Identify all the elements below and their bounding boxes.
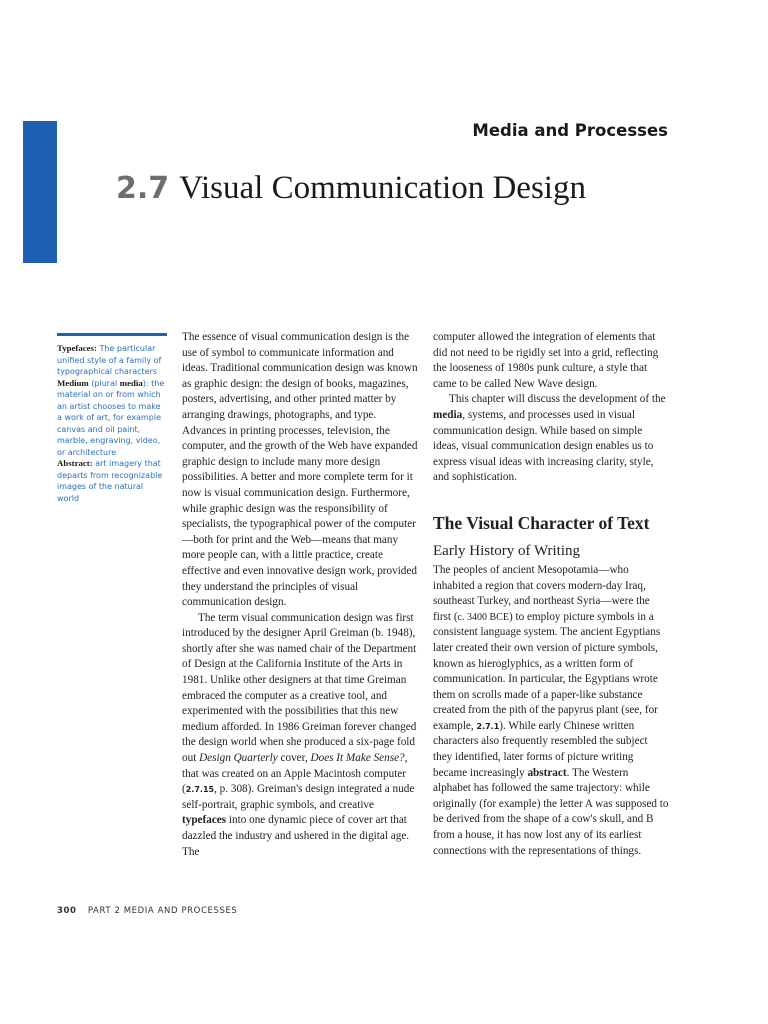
glossary-sidebar [57, 333, 167, 504]
body-column-2 [433, 330, 669, 859]
date-range: c. 3400 BCE [457, 611, 509, 623]
text-run: The term visual communication design was first introduced by the designer April Greiman (b. 1948), shortly after she was named chair of the Department of Design at the California Institute of the Arts in 1981. Unlike other designers at that time Greiman embraced the computer as a creative tool, and experimented with the possibilities that this new medium afforded. In 1986 Greiman forever changed the design world when she produced a six-page fold out [182, 611, 417, 765]
glossary-term: Abstract: [57, 458, 93, 468]
glossary-entry [57, 378, 167, 459]
paragraph: The essence of visual communication design is the use of symbol to communicate information and ideas. Traditional communication design was known as graphic design: the design of books, magazines, posters, advertising, and other printed matter by arranging drawings, photographs, and type. Advances in printing processes, television, the computer, and the growth of the Web have expanded graphic design to include many more design possibilities. A better and more complete term for it now is visual communication design. Furthermore, while graphic design was the responsibility of specialists, the typographical power of the computer—both for print and the Web—means that many more people can, with a little practice, create effective and even innovative design work, provided they understand the principles of visual communication design. [182, 331, 418, 609]
text-run: , that was created on an Apple Macintosh computer ( [182, 752, 408, 796]
text-run: The peoples of ancient Mesopotamia—who inhabited a region that covers modern-day Iraq, southeast Turkey, and northeast Syria—were the first ( [433, 563, 650, 623]
italic-title: Design Quarterly [199, 752, 278, 765]
body-column-1 [182, 330, 418, 860]
glossary-plural: media [119, 377, 143, 388]
sidebar-rule [57, 333, 167, 336]
page-footer [57, 906, 237, 916]
figure-reference[interactable]: 2.7.15 [185, 785, 215, 795]
text-run: cover, [277, 752, 311, 765]
text-run: ). While early Chinese written characters also frequently resembled the subject they identified, later forms of picture writing became increasingly [433, 719, 648, 779]
glossary-definition: art imagery that departs from recognizable images of the natural world [57, 459, 163, 503]
subsection-heading: Early History of Writing [433, 542, 581, 559]
italic-title: Does It Make Sense? [310, 752, 405, 765]
chapter-number: 2.7 [116, 171, 170, 206]
text-run: ) to employ picture symbols in a consistent language system. The ancient Egyptians later created their own version of picture symbols, known as hieroglyphics, as a written form of communication. In particular, the Egyptians wrote them on scrolls made of a paper-like substance created from the pith of the papyrus plant (see, for example, [433, 610, 661, 732]
chapter-color-tab [23, 121, 57, 263]
text-run: . The Western alphabet has followed the same trajectory: while originally (for example) the letter A was supposed to be derived from the shape of a cow's skull, and B from a house, it has now lost any of its earliest connections with the representations of things. [433, 766, 669, 857]
glossary-term: Medium [57, 377, 89, 388]
glossary-definition: The particular unified style of a family of typographical characters [57, 344, 162, 376]
glossary-entry [57, 343, 167, 378]
glossary-definition: the material on or from which an artist chooses to make a work of art, for example canvas and oil paint, marble, engraving, video, or architecture [57, 378, 165, 457]
paragraph [433, 563, 669, 859]
glossary-keyword: media [433, 408, 463, 421]
running-head: PART 2 MEDIA AND PROCESSES [87, 906, 238, 916]
section-heading: The Visual Character of Text [433, 512, 650, 533]
paragraph [182, 611, 418, 861]
glossary-entry [57, 458, 167, 504]
glossary-plural-suffix: ): [142, 378, 149, 388]
glossary-keyword: typefaces [182, 814, 227, 827]
section-label: Media and Processes [472, 121, 668, 140]
paragraph [433, 392, 669, 486]
glossary-term: Typefaces: [57, 343, 97, 353]
figure-reference[interactable]: 2.7.1 [476, 721, 500, 731]
text-run: into one dynamic piece of cover art that dazzled the industry and ushered in the digital age. The [182, 814, 410, 858]
text-run: , p. 308). Greiman's design integrated a nude self-portrait, graphic symbols, and creative [182, 783, 415, 811]
chapter-title-text: Visual Communication Design [179, 170, 586, 206]
glossary-plural-prefix: (plural [91, 378, 120, 388]
page-number: 300 [57, 906, 77, 916]
chapter-title [116, 170, 586, 207]
text-run: This chapter will discuss the development of the [449, 393, 666, 406]
glossary-keyword: abstract [527, 766, 567, 779]
paragraph: computer allowed the integration of elements that did not need to be rigidly set into a grid, reflecting the looseness of 1980s punk culture, a style that came to be called New Wave design. [433, 331, 659, 390]
text-run: , systems, and processes used in visual communication design. While based on simple ideas, visual communication design enables us to express visual ideas with increasing clarity, style, and sophistication. [433, 408, 654, 484]
